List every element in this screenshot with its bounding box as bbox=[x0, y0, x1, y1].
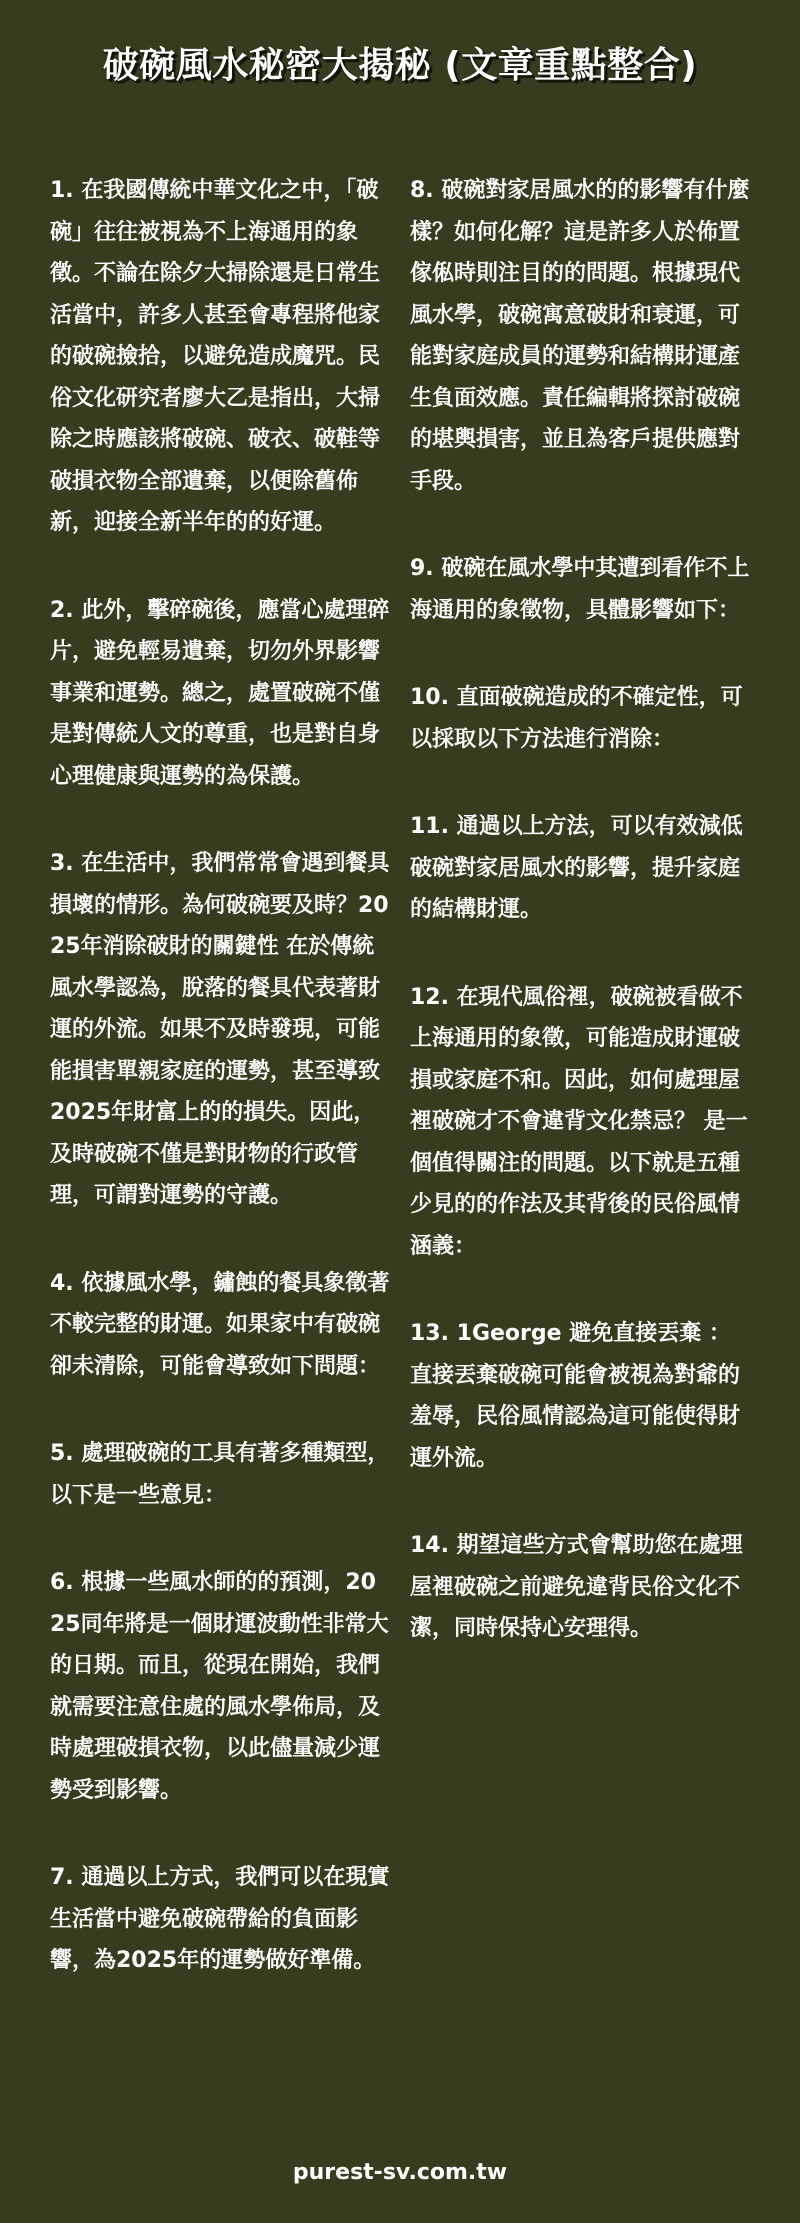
article-columns bbox=[50, 170, 750, 2028]
page-title: 破碗風水秘密大揭秘 (文章重點整合) bbox=[102, 45, 698, 86]
paragraph-12: 12. 在現代風俗裡，破碗被看做不上海通用的象徵，可能造成財運破損或家庭不和。因此，如何處理屋裡破碗才不會違背文化禁忌？ 是一個值得關注的問題。以下就是五種少見的的作法及其背後的民俗風情涵義： bbox=[410, 984, 748, 1259]
paragraph-14: 14. 期望這些方式會幫助您在處理屋裡破碗之前避免違背民俗文化不潔，同時保持心安理得。 bbox=[410, 1533, 743, 1641]
paragraph-4: 4. 依據風水學，鏽蝕的餐具象徵著不較完整的財運。如果家中有破碗卻未清除，可能會導致如下問題： bbox=[50, 1270, 390, 1379]
paragraph-9: 9. 破碗在風水學中其遭到看作不上海通用的象徵物，具體影響如下： bbox=[410, 556, 750, 623]
paragraph-6: 6. 根據一些風水師的的預測，2025同年將是一個財運波動性非常大的日期。而且，從現在開始，我們就需要注意住處的風水學佈局，及時處理破損衣物，以此儘量減少運勢受到影響。 bbox=[50, 1570, 389, 1803]
left-column bbox=[50, 170, 390, 2028]
right-column bbox=[410, 170, 750, 2028]
paragraph-10: 10. 直面破碗造成的不確定性，可以採取以下方法進行消除： bbox=[410, 685, 743, 752]
paragraph-11: 11. 通過以上方法，可以有效減低破碗對家居風水的影響，提升家庭的結構財運。 bbox=[410, 814, 743, 922]
paragraph-1: 1. 在我國傳統中華文化之中，「破碗」往往被視為不上海通用的象徵。不論在除夕大掃除還是日常生活當中，許多人甚至會專程將他家的破碗撿拾，以避免造成魔咒。民俗文化研究者廖大乙是指出，大掃除之時應該將破碗、破衣、破鞋等破損衣物全部遺棄，以便除舊佈新，迎接全新半年的的好運。 bbox=[50, 178, 381, 535]
paragraph-3: 3. 在生活中，我們常常會遇到餐具損壞的情形。為何破碗要及時？2025年消除破財的關鍵性 在於傳統風水學認為，脫落的餐具代表著財運的外流。如果不及時發現，可能能損害單親家庭的運勢，甚至導致2025年財富上的的損失。因此，及時破碗不僅是對財物的行政管理，可謂對運勢的守護。 bbox=[50, 851, 390, 1208]
paragraph-2: 2. 此外，擊碎碗後，應當心處理碎片，避免輕易遺棄，切勿外界影響事業和運勢。總之，處置破碗不僅是對傳統人文的尊重，也是對自身心理健康與運勢的為保護。 bbox=[50, 597, 390, 789]
footer-site: purest-sv.com.tw bbox=[292, 2160, 508, 2185]
paragraph-8: 8. 破碗對家居風水的的影響有什麼樣？如何化解？這是許多人於佈置傢俬時則注目的的問題。根據現代風水學，破碗寓意破財和衰運，可能對家庭成員的運勢和結構財運產生負面效應。責任編輯將探討破碗的堪輿損害，並且為客戶提供應對手段。 bbox=[410, 178, 750, 494]
paragraph-13: 13. 1George 避免直接丟棄 ：直接丟棄破碗可能會被視為對爺的羞辱，民俗風情認為這可能使得財運外流。 bbox=[410, 1321, 741, 1471]
paragraph-5: 5. 處理破碗的工具有著多種類型，以下是一些意見： bbox=[50, 1441, 390, 1508]
paragraph-7: 7. 通過以上方式，我們可以在現實生活當中避免破碗帶給的負面影響，為2025年的運勢做好準備。 bbox=[50, 1865, 390, 1973]
